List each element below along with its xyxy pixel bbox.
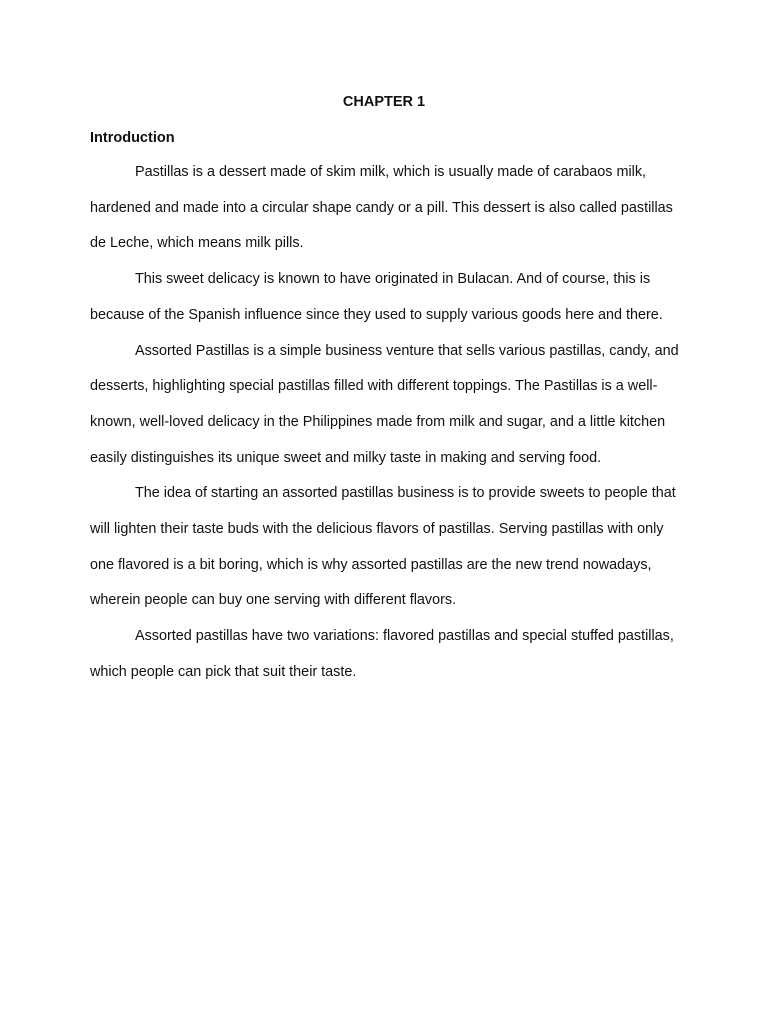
paragraph: Assorted pastillas have two variations: flavored pastillas and special stuffed pastillas, which people can pick that suit their taste. xyxy=(90,628,674,680)
chapter-title: CHAPTER 1 xyxy=(342,94,426,110)
paragraph: Assorted Pastillas is a simple business venture that sells various pastillas, candy, and desserts, highlighting special pastillas filled with different toppings. The Pastillas is a well-known, well-loved delicacy in the Philippines made from milk and sugar, and a little kitchen easily distinguishes its unique sweet and milky taste in making and serving food. xyxy=(90,342,679,466)
paragraph: This sweet delicacy is known to have originated in Bulacan. And of course, this is because of the Spanish influence since they used to supply various goods here and there. xyxy=(90,271,663,323)
paragraph: Pastillas is a dessert made of skim milk, which is usually made of carabaos milk, hardened and made into a circular shape candy or a pill. This dessert is also called pastillas de Leche, which means milk pills. xyxy=(90,164,673,252)
body-text xyxy=(90,155,690,691)
section-heading: Introduction xyxy=(90,130,175,146)
paragraph: The idea of starting an assorted pastillas business is to provide sweets to people that will lighten their taste buds with the delicious flavors of pastillas. Serving pastillas with only one flavored is a bit boring, which is why assorted pastillas are the new trend nowadays, wherein people can buy one serving with different flavors. xyxy=(90,485,676,609)
